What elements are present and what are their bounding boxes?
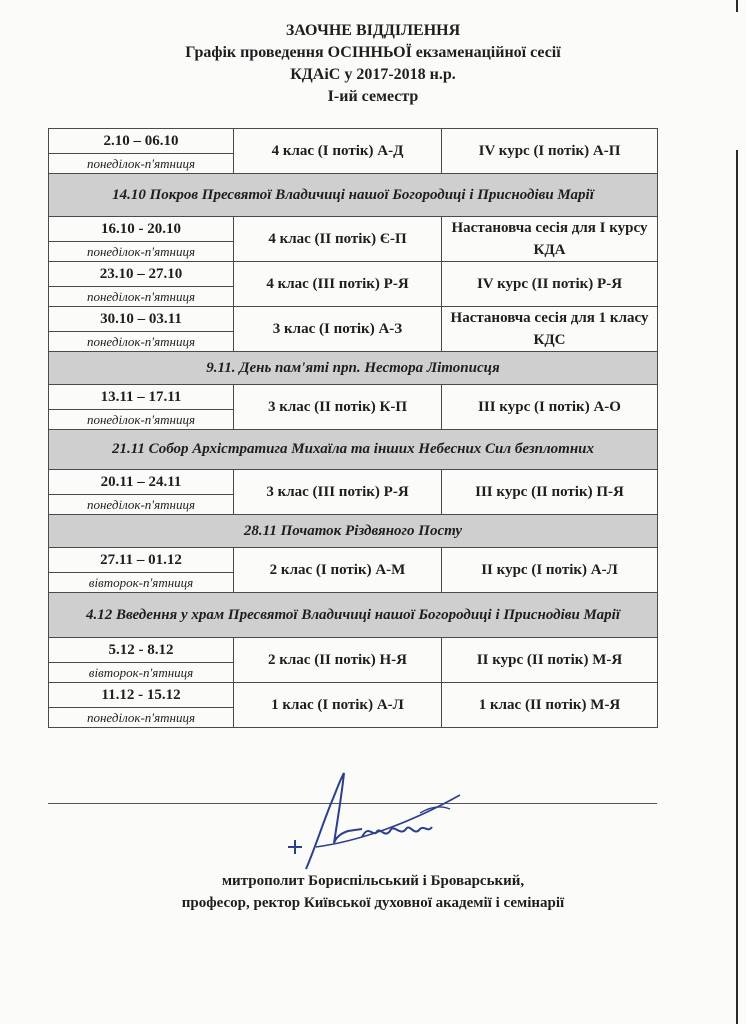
seminary-group: 3 клас (II потік) К-П [234,385,442,430]
table-row [49,307,658,332]
holiday-row [49,174,658,217]
handwritten-signature [280,765,480,885]
holiday-note: 4.12 Введення у храм Пресвятої Владичиці нашої Богородиці і Приснодіви Марії [49,593,658,638]
session-dates: 30.10 – 03.11 [49,307,234,332]
signatory-line-2: професор, ректор Київської духовної академії і семінарії [181,895,565,911]
session-days: понеділок-п'ятниця [49,287,234,307]
session-dates: 2.10 – 06.10 [49,129,234,154]
holiday-row [49,430,658,470]
table-row [49,638,658,663]
department-title: ЗАОЧНЕ ВІДДІЛЕННЯ [285,22,461,39]
academy-group: II курс (І потік) А-Л [442,548,658,593]
academy-group: 1 клас (II потік) М-Я [442,683,658,728]
session-dates: 23.10 – 27.10 [49,262,234,287]
holiday-note: 9.11. День пам'яті прп. Нестора Літописця [49,352,658,385]
session-dates: 20.11 – 24.11 [49,470,234,495]
semester: І-ий семестр [327,88,419,105]
session-days: вівторок-п'ятниця [49,663,234,683]
session-days: понеділок-п'ятниця [49,495,234,515]
academy-group: IV курс (І потік) А-П [442,129,658,174]
session-dates: 5.12 - 8.12 [49,638,234,663]
table-row [49,683,658,708]
holiday-row [49,593,658,638]
table-row [49,385,658,410]
schedule-title: Графік проведення ОСІННЬОЇ екзаменаційної сесії [185,44,561,61]
session-dates: 16.10 - 20.10 [49,217,234,242]
academy-group: Настановча сесія для І курсу КДА [442,217,658,262]
academy-group: Настановча сесія для 1 класу КДС [442,307,658,352]
holiday-note: 28.11 Початок Різдвяного Посту [49,515,658,548]
exam-schedule-table [48,128,658,728]
academy-group: III курс (І потік) А-О [442,385,658,430]
seminary-group: 1 клас (І потік) А-Л [234,683,442,728]
holiday-note: 21.11 Собор Архістратига Михаїла та інших Небесних Сил безплотних [49,430,658,470]
session-days: понеділок-п'ятниця [49,242,234,262]
seminary-group: 2 клас (І потік) А-М [234,548,442,593]
scan-edge-line [736,0,738,12]
holiday-note: 14.10 Покров Пресвятої Владичиці нашої Богородиці і Приснодіви Марії [49,174,658,217]
session-dates: 27.11 – 01.12 [49,548,234,573]
seminary-group: 3 клас (І потік) А-З [234,307,442,352]
table-row [49,129,658,154]
academy-group: II курс (II потік) М-Я [442,638,658,683]
table-row [49,262,658,287]
table-row [49,548,658,573]
session-days: понеділок-п'ятниця [49,410,234,430]
holiday-row [49,352,658,385]
session-dates: 11.12 - 15.12 [49,683,234,708]
seminary-group: 3 клас (III потік) Р-Я [234,470,442,515]
seminary-group: 4 клас (III потік) Р-Я [234,262,442,307]
academy-group: IV курс (II потік) Р-Я [442,262,658,307]
holiday-row [49,515,658,548]
academic-year: КДАіС у 2017-2018 н.р. [290,66,456,83]
table-row [49,470,658,495]
table-row [49,217,658,242]
signatory-title [0,870,746,914]
academy-group: III курс (II потік) П-Я [442,470,658,515]
seminary-group: 2 клас (II потік) Н-Я [234,638,442,683]
signatory-line-1: митрополит Бориспільський і Броварський, [221,873,525,889]
session-days: понеділок-п'ятниця [49,332,234,352]
session-days: понеділок-п'ятниця [49,154,234,174]
session-days: вівторок-п'ятниця [49,573,234,593]
seminary-group: 4 клас (II потік) Є-П [234,217,442,262]
seminary-group: 4 клас (І потік) А-Д [234,129,442,174]
document-header [0,20,746,108]
session-dates: 13.11 – 17.11 [49,385,234,410]
session-days: понеділок-п'ятниця [49,708,234,728]
